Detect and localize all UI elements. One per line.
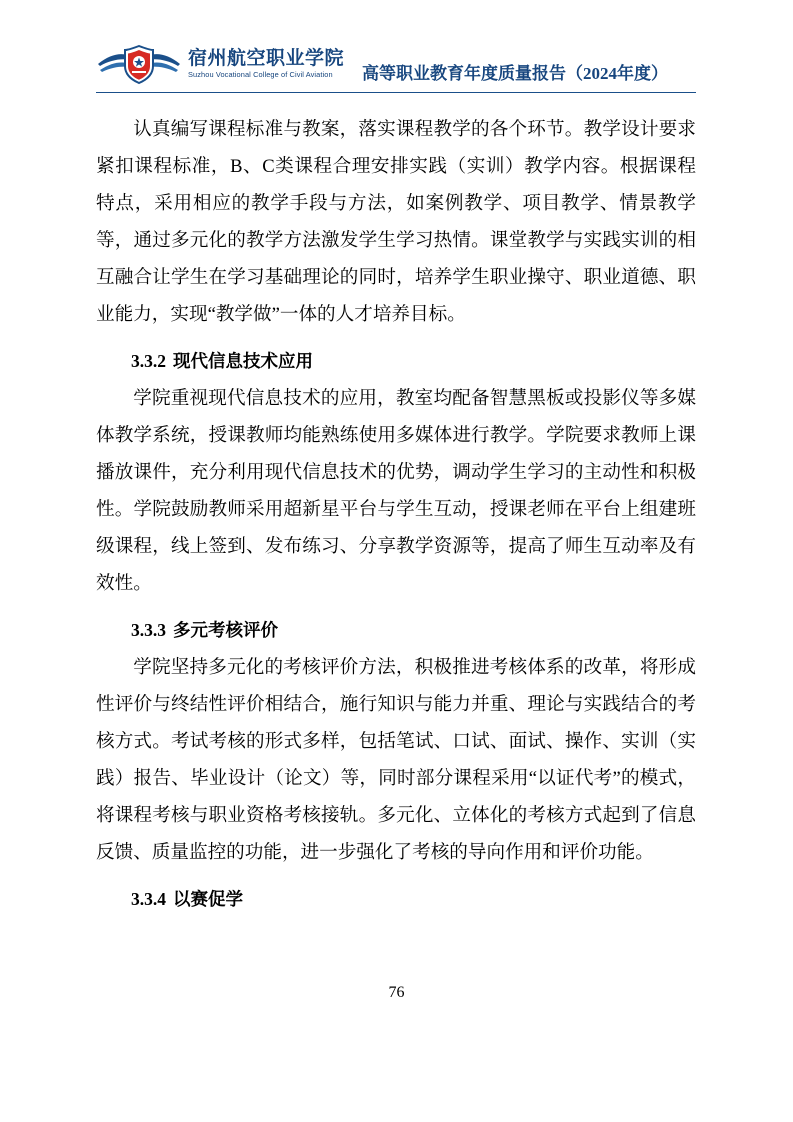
heading-3-3-4-text: 以赛促学 bbox=[173, 889, 243, 909]
college-name-block bbox=[188, 49, 344, 78]
heading-3-3-4-number: 3.3.4 bbox=[131, 889, 166, 909]
page-header bbox=[96, 30, 696, 90]
college-emblem-icon bbox=[96, 42, 182, 86]
college-name-en: Suzhou Vocational College of Civil Aviation bbox=[188, 70, 333, 80]
heading-3-3-3-number: 3.3.3 bbox=[131, 620, 166, 640]
paragraph-1: 认真编写课程标准与教案，落实课程教学的各个环节。教学设计要求紧扣课程标准，B、C类课程合理安排实践（实训）教学内容。根据课程特点，采用相应的教学手段与方法，如案例教学、项目教学、情景教学等，通过多元化的教学方法激发学生学习热情。课堂教学与实践实训的相互融合让学生在学习基础理论的同时，培养学生职业操守、职业道德、职业能力，实现“教学做”一体的人才培养目标。 bbox=[96, 119, 696, 325]
paragraph-2: 学院重视现代信息技术的应用，教室均配备智慧黑板或投影仪等多媒体教学系统，授课教师均能熟练使用多媒体进行教学。学院要求教师上课播放课件，充分利用现代信息技术的优势，调动学生学习的主动性和积极性。学院鼓励教师采用超新星平台与学生互动，授课老师在平台上组建班级课程，线上签到、发布练习、分享教学资源等，提高了师生互动率及有效性。 bbox=[96, 388, 696, 594]
heading-3-3-3-text: 多元考核评价 bbox=[173, 620, 278, 640]
heading-3-3-2 bbox=[96, 343, 696, 380]
college-name-cn: 宿州航空职业学院 bbox=[188, 48, 345, 70]
heading-3-3-4 bbox=[96, 881, 696, 918]
report-title: 高等职业教育年度质量报告（2024年度） bbox=[362, 64, 669, 83]
document-body bbox=[96, 111, 696, 918]
page-content bbox=[96, 30, 696, 918]
college-logo bbox=[96, 42, 344, 86]
paragraph-3: 学院坚持多元化的考核评价方法，积极推进考核体系的改革，将形成性评价与终结性评价相结合，施行知识与能力并重、理论与实践结合的考核方式。考试考核的形式多样，包括笔试、口试、面试、操作、实训（实践）报告、毕业设计（论文）等，同时部分课程采用“以证代考”的模式，将课程考核与职业资格考核接轨。多元化、立体化的考核方式起到了信息反馈、质量监控的功能，进一步强化了考核的导向作用和评价功能。 bbox=[96, 657, 696, 863]
header-divider bbox=[96, 92, 696, 93]
heading-3-3-2-number: 3.3.2 bbox=[131, 351, 166, 371]
heading-3-3-2-text: 现代信息技术应用 bbox=[173, 351, 313, 371]
heading-3-3-3 bbox=[96, 612, 696, 649]
page-number: 76 bbox=[388, 984, 405, 1001]
